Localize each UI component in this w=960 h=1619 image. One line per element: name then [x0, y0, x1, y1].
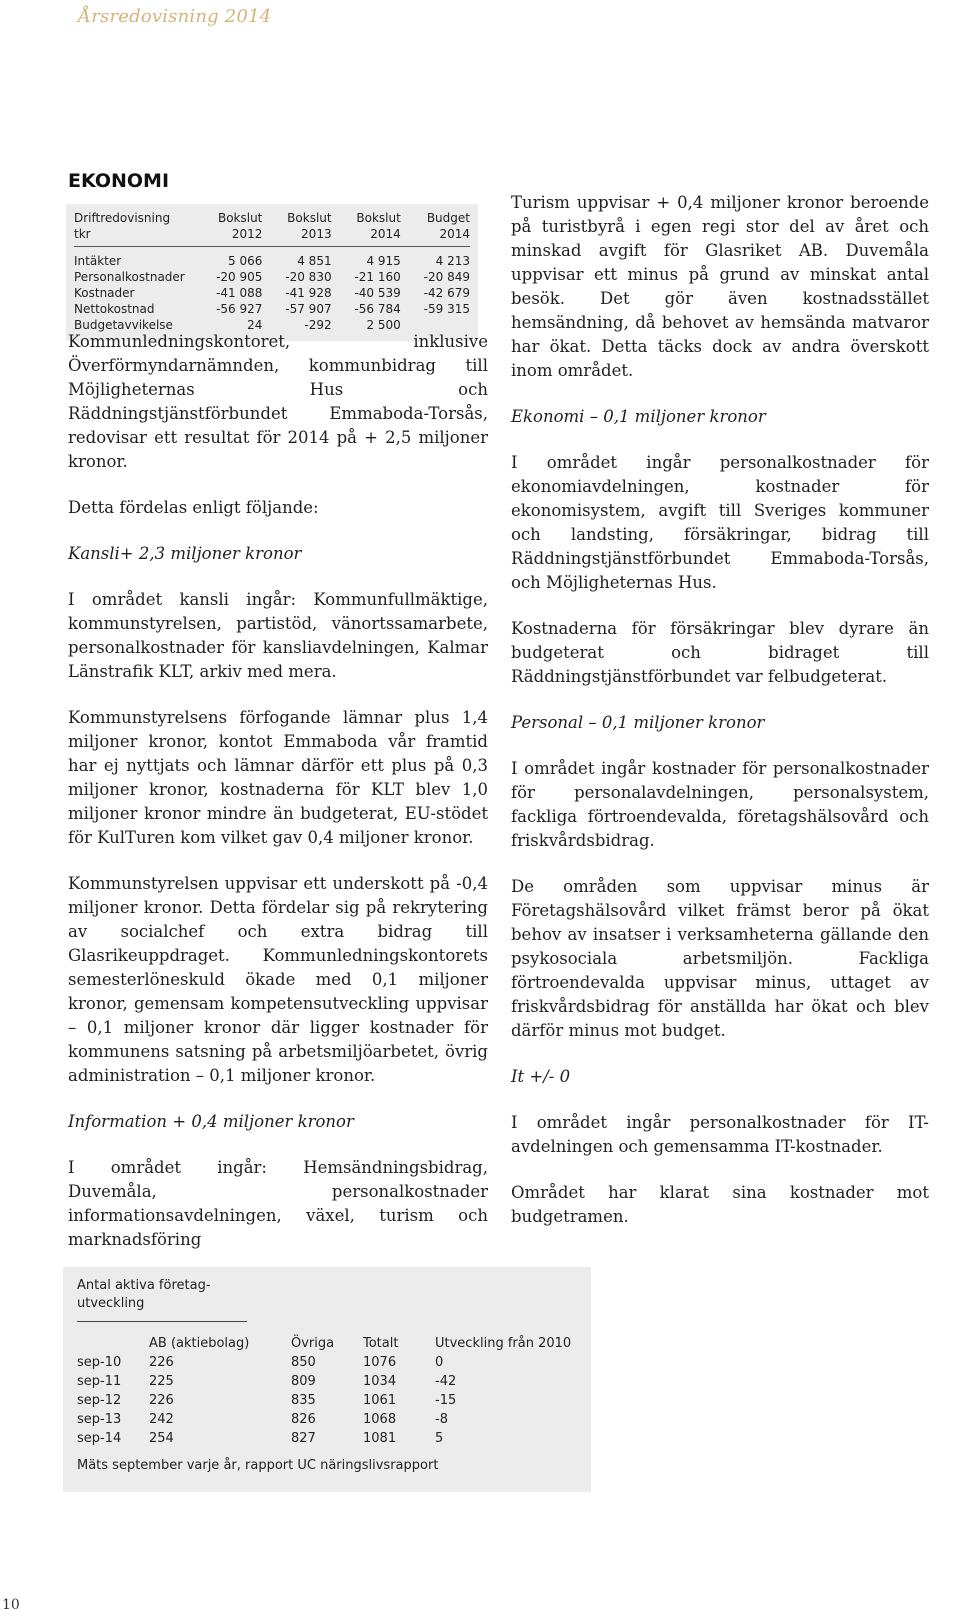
table-row [74, 285, 470, 301]
table-cell: 5 066 [228, 254, 263, 268]
header-cell: Budget 2014 [426, 211, 470, 241]
header-cell [77, 1334, 149, 1353]
paragraph: Kommunledningskontoret, inklusive Överförmyndarnämnden, kommunbidrag till Möjligheternas Hus och Räddningstjänstförbundet Emmaboda-Torsås, redovisar ett resultat för 2014 på + 2,5 miljoner kronor. [68, 332, 488, 471]
table-cell: 225 [149, 1374, 174, 1389]
table-cell: sep-14 [77, 1431, 122, 1446]
table-cell: 4 213 [435, 254, 470, 268]
table-row [74, 301, 470, 317]
table-cell: 4 851 [297, 254, 332, 268]
table-cell: sep-11 [77, 1374, 122, 1389]
table-cell: -57 907 [285, 302, 332, 316]
table-cell: sep-12 [77, 1393, 122, 1408]
table-cell: 2 500 [366, 318, 401, 332]
table-cell: -15 [435, 1393, 457, 1408]
subheading: It +/- 0 [511, 1067, 571, 1086]
table-cell: -20 830 [285, 270, 332, 284]
header-label-line2: tkr [74, 227, 91, 241]
header-cell: Bokslut 2014 [356, 211, 401, 241]
left-column-text [68, 330, 488, 1274]
table-cell: 827 [291, 1431, 316, 1446]
paragraph: I området ingår personalkostnader för IT-avdelningen och gemensamma IT-kostnader. [511, 1113, 929, 1156]
table-cell: 226 [149, 1393, 174, 1408]
table-cell: 1061 [363, 1393, 397, 1408]
table-cell: -41 088 [216, 286, 263, 300]
paragraph: Området har klarat sina kostnader mot budgetramen. [511, 1183, 929, 1226]
table-cell: 0 [435, 1355, 444, 1370]
header-label-line1: Driftredovisning [74, 211, 171, 225]
table-cell: -42 [435, 1374, 457, 1389]
paragraph: I området ingår kostnader för personalkostnader för personalavdelningen, personalsystem, fackliga förtroendevalda, företagshälsovård och friskvårdsbidrag. [511, 759, 929, 850]
paragraph: De områden som uppvisar minus är Företagshälsovård vilket främst beror på ökat behov av insatser i verksamheterna gällande den psykosociala arbetsmiljön. Fackliga förtroendevalda uppvisar minus, uttaget av friskvårdsbidrag för anställda har ökat och blev därför minus mot budget. [511, 877, 929, 1040]
table-cell: -292 [304, 318, 332, 332]
companies-table-title [77, 1277, 247, 1322]
table-cell: -59 315 [423, 302, 470, 316]
header-cell: Utveckling från 2010 [435, 1336, 572, 1351]
running-head: Årsredovisning 2014 [78, 6, 272, 27]
table-cell: 226 [149, 1355, 174, 1370]
financial-table-header [74, 210, 470, 247]
table-cell: 24 [247, 318, 263, 332]
table-cell: -42 679 [423, 286, 470, 300]
companies-data-table [77, 1334, 571, 1448]
table-cell: 835 [291, 1393, 316, 1408]
table-row [74, 253, 470, 269]
header-cell: AB (aktiebolag) [149, 1336, 250, 1351]
table-cell: -20 849 [423, 270, 470, 284]
subheading: Ekonomi – 0,1 miljoner kronor [511, 407, 766, 426]
table-cell: 809 [291, 1374, 316, 1389]
page-number: 10 [2, 1597, 20, 1613]
table-cell: -56 784 [354, 302, 401, 316]
paragraph: I området ingår personalkostnader för ekonomiavdelningen, kostnader för ekonomisystem, avgift till Sveriges kommuner och landsting, försäkringar, bidrag till Räddningstjänstförbundet Emmaboda-Torsås, och Möjligheternas Hus. [511, 453, 929, 592]
header-cell: Bokslut 2012 [217, 211, 263, 241]
companies-table [63, 1267, 591, 1492]
row-label: Kostnader [74, 286, 135, 300]
table-row [77, 1391, 571, 1410]
companies-header-row [77, 1334, 571, 1353]
table-row [77, 1372, 571, 1391]
companies-table-footnote: Mäts september varje år, rapport UC näringslivsrapport [77, 1458, 439, 1473]
paragraph: Turism uppvisar + 0,4 miljoner kronor beroende på turistbyrå i egen regi stor del av året och minskad avgift för Glasriket AB. Duvemåla uppvisar ett minus på grund av minskat antal besök. Det gör även kostnadsstället hemsändning, då behovet av hemsända matvaror har ökat. Detta täcks dock av andra överskott inom området. [511, 193, 929, 380]
companies-title-line1: Antal aktiva företag- [77, 1278, 211, 1293]
table-cell: 1068 [363, 1412, 397, 1427]
table-cell: 850 [291, 1355, 316, 1370]
table-cell: 1076 [363, 1355, 397, 1370]
header-cell [74, 210, 193, 242]
table-cell: 1034 [363, 1374, 397, 1389]
financial-table-body [74, 253, 470, 333]
subheading: Personal – 0,1 miljoner kronor [511, 713, 765, 732]
table-cell: -8 [435, 1412, 448, 1427]
paragraph: Kostnaderna för försäkringar blev dyrare än budgeterat och bidraget till Räddningstjänstförbundet var felbudgeterat. [511, 619, 929, 686]
table-cell: 242 [149, 1412, 174, 1427]
table-row [77, 1410, 571, 1429]
header-cell: Totalt [363, 1336, 399, 1351]
paragraph: I området kansli ingår: Kommunfullmäktige, kommunstyrelsen, partistöd, vänortssamarbete, personalkostnader för kansliavdelningen, Kalmar Länstrafik KLT, arkiv med mera. [68, 590, 488, 681]
companies-title-line2: utveckling [77, 1296, 145, 1311]
table-cell: -21 160 [354, 270, 401, 284]
right-column-text [511, 191, 929, 1251]
table-cell: 254 [149, 1431, 174, 1446]
row-label: Budgetavvikelse [74, 318, 173, 332]
table-cell: -40 539 [354, 286, 401, 300]
subheading: Information + 0,4 miljoner kronor [68, 1112, 354, 1131]
paragraph: I området ingår: Hemsändningsbidrag, Duvemåla, personalkostnader informationsavdelningen, växel, turism och marknadsföring [68, 1158, 488, 1249]
table-cell: sep-13 [77, 1412, 122, 1427]
table-cell: 4 915 [366, 254, 401, 268]
table-row [77, 1429, 571, 1448]
paragraph: Kommunstyrelsen uppvisar ett underskott på -0,4 miljoner kronor. Detta fördelar sig på rekrytering av socialchef och extra bidrag till Glasrikeuppdraget. Kommunledningskontorets semesterlöneskuld ökade med 0,1 miljoner kronor, gemensam kompetensutveckling uppvisar – 0,1 miljoner kronor där ligger kostnader för kommunens satsning på arbetsmiljöarbetet, övrig administration – 0,1 miljoner kronor. [68, 874, 488, 1085]
header-cell: Övriga [291, 1336, 335, 1351]
row-label: Nettokostnad [74, 302, 155, 316]
header-cell: Bokslut 2013 [287, 211, 332, 241]
table-cell: 826 [291, 1412, 316, 1427]
table-row [74, 269, 470, 285]
section-title: EKONOMI [68, 170, 170, 192]
table-cell: -20 905 [216, 270, 263, 284]
table-row [77, 1353, 571, 1372]
table-cell: 5 [435, 1431, 444, 1446]
row-label: Personalkostnader [74, 270, 185, 284]
table-cell: 1081 [363, 1431, 397, 1446]
table-cell: -41 928 [285, 286, 332, 300]
financial-table [66, 204, 478, 341]
table-cell: sep-10 [77, 1355, 122, 1370]
paragraph: Kommunstyrelsens förfogande lämnar plus 1,4 miljoner kronor, kontot Emmaboda vår framtid har ej nyttjats och lämnar därför ett plus på 0,3 miljoner kronor, kostnaderna för KLT blev 1,0 miljoner kronor mindre än budgeterat, EU-stödet för KulTuren kom vilket gav 0,4 miljoner kronor. [68, 708, 488, 847]
subheading: Kansli+ 2,3 miljoner kronor [68, 544, 302, 563]
paragraph: Detta fördelas enligt följande: [68, 498, 319, 517]
table-cell: -56 927 [216, 302, 263, 316]
row-label: Intäkter [74, 254, 122, 268]
